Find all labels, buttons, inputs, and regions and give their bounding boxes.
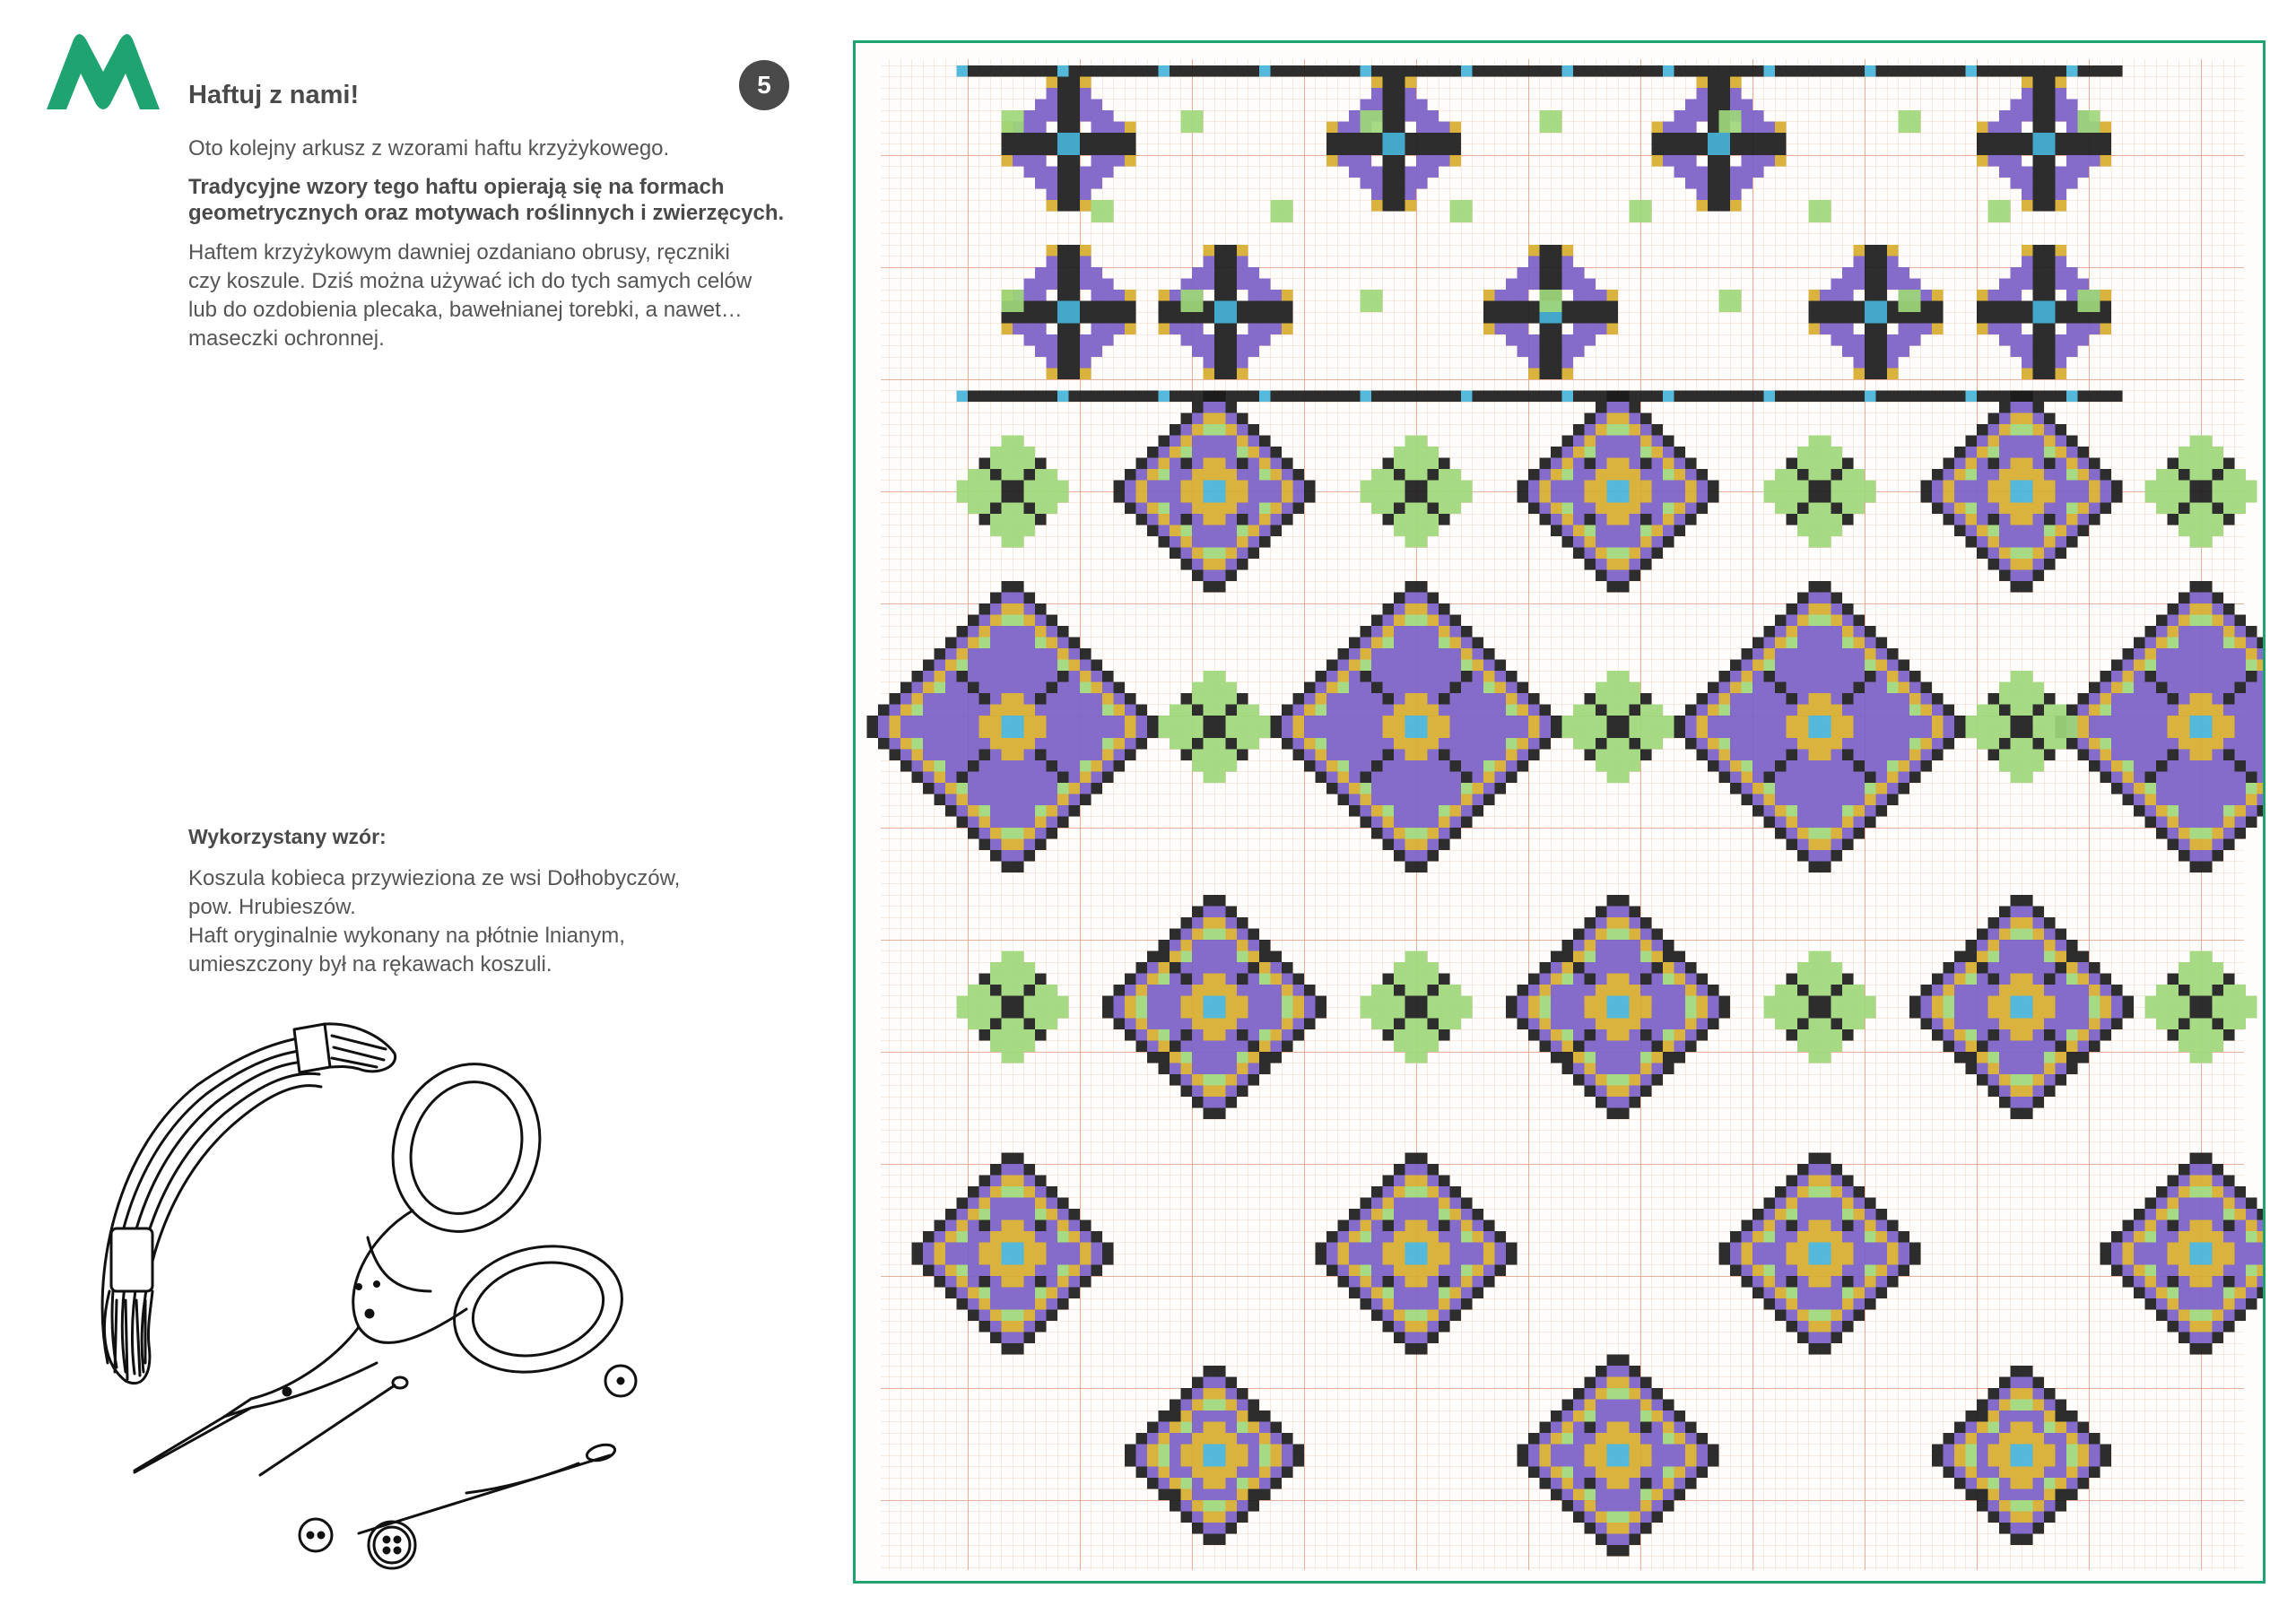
source-paragraph [188,864,816,979]
source-line: umieszczony był na rękawach koszuli. [188,952,552,976]
embroidery-thread-icon [102,1024,396,1384]
body-line: lub do ozdobienia plecaka, bawełnianej torebki, a nawet… [188,298,743,322]
pattern-grid [856,43,2266,1584]
source-heading: Wykorzystany wzór: [188,825,387,848]
logo-icon [43,32,163,115]
page-title: Haftuj z nami! [188,81,360,109]
sewing-tools-illustration [90,1004,700,1587]
body-paragraph [188,239,816,353]
cross-stitch-pattern [853,40,2266,1584]
needle-icon [260,1377,617,1533]
body-line: Haftem krzyżykowym dawniej ozdaniano obrusy, ręczniki [188,240,730,265]
body-line: maseczki ochronnej. [188,326,385,351]
source-line: Haft oryginalnie wykonany na płótnie lnianym, [188,924,625,948]
source-line: pow. Hrubieszów. [188,895,356,919]
lead-line: geometrycznych oraz motywach roślinnych i zwierzęcych. [188,201,785,225]
lead-line: Tradycyjne wzory tego haftu opierają się na formach [188,175,725,199]
intro-text: Oto kolejny arkusz z wzorami haftu krzyżykowego. [188,136,670,161]
button-icon [300,1366,636,1568]
lead-paragraph [188,174,816,226]
source-line: Koszula kobieca przywieziona ze wsi Dołhobyczów, [188,866,681,890]
page-number-badge: 5 [739,60,789,110]
body-line: czy koszule. Dziś można używać ich do tych samych celów [188,269,752,293]
